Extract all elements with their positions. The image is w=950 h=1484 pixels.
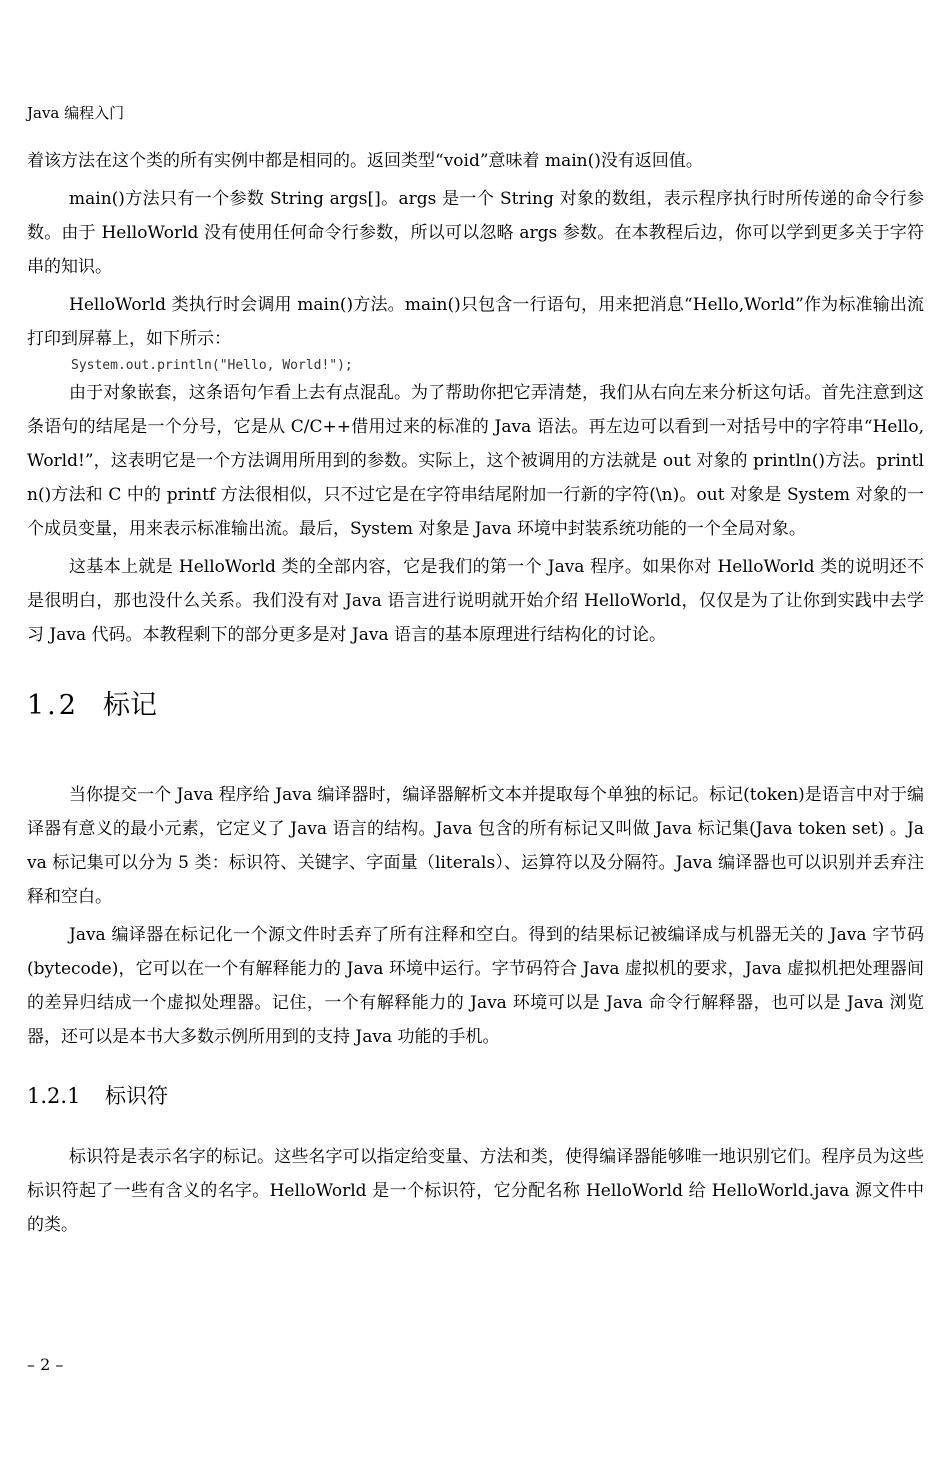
paragraph-statement-analysis: 由于对象嵌套，这条语句乍看上去有点混乱。为了帮助你把它弄清楚，我们从右向左来分析这句话。首先注意到这条语句的结尾是一个分号，它是从 C/C++借用过来的标准的 Java 语法。再左边可以看到一对括号中的字符串“Hello,World!”，这表明它是一个方法调用所用到的参数。实际上，这个被调用的方法就是 out 对象的 println()方法。println()方法和 C 中的 printf 方法很相似，只不过它是在字符串结尾附加一行新的字符(\n)。out 对象是 System 对象的一个成员变量，用来表示标准输出流。最后，System 对象是 Java 环境中封装系统功能的一个全局对象。 [27, 383, 924, 539]
subsection-heading [27, 1080, 924, 1112]
page-number: – 2 – [27, 1355, 64, 1374]
paragraph-bytecode: Java 编译器在标记化一个源文件时丢弃了所有注释和空白。得到的结果标记被编译成与机器无关的 Java 字节码(bytecode)，它可以在一个有解释能力的 Java 环境中运行。字节码符合 Java 虚拟机的要求，Java 虚拟机把处理器间的差异归结成一个虚拟处理器。记住，一个有解释能力的 Java 环境可以是 Java 命令行解释器，也可以是 Java 浏览器，还可以是本书大多数示例所用到的支持 Java 功能的手机。 [27, 925, 924, 1047]
section-heading [27, 686, 924, 726]
paragraph-continued: 着该方法在这个类的所有实例中都是相同的。返回类型“void”意味着 main()没有返回值。 [27, 151, 703, 171]
subsection-title: 标识符 [105, 1084, 168, 1108]
paragraph-identifiers: 标识符是表示名字的标记。这些名字可以指定给变量、方法和类，使得编译器能够唯一地识别它们。程序员为这些标识符起了一些有含义的名字。HelloWorld 是一个标识符，它分配名称 HelloWorld 给 HelloWorld.java 源文件中的类。 [27, 1147, 924, 1235]
subsection-number: 1.2.1 [27, 1084, 81, 1108]
paragraph-summary: 这基本上就是 HelloWorld 类的全部内容，它是我们的第一个 Java 程序。如果你对 HelloWorld 类的说明还不是很明白，那也没什么关系。我们没有对 Java 语言进行说明就开始介绍 HelloWorld，仅仅是为了让你到实践中去学习 Java 代码。本教程剩下的部分更多是对 Java 语言的基本原理进行结构化的讨论。 [27, 557, 924, 645]
paragraph-main-args: main()方法只有一个参数 String args[]。args 是一个 String 对象的数组，表示程序执行时所传递的命令行参数。由于 HelloWorld 没有使用任何命令行参数，所以可以忽略 args 参数。在本教程后边，你可以学到更多关于字符串的知识。 [27, 189, 924, 277]
section-title: 标记 [103, 690, 157, 721]
document-page [27, 0, 924, 1484]
running-header: Java 编程入门 [27, 104, 125, 122]
page-body [27, 144, 924, 1242]
paragraph-tokens-intro: 当你提交一个 Java 程序给 Java 编译器时，编译器解析文本并提取每个单独的标记。标记(token)是语言中对于编译器有意义的最小元素，它定义了 Java 语言的结构。Java 包含的所有标记又叫做 Java 标记集(Java token set) 。Java 标记集可以分为 5 类：标识符、关键字、字面量（literals）、运算符以及分隔符。Java 编译器也可以识别并丢弃注释和空白。 [27, 785, 924, 907]
code-snippet: System.out.println("Hello, World!"); [71, 358, 353, 373]
paragraph-main-call: HelloWorld 类执行时会调用 main()方法。main()只包含一行语句，用来把消息“Hello,World”作为标准输出流打印到屏幕上，如下所示： [27, 295, 924, 349]
section-number: 1.2 [27, 690, 79, 721]
